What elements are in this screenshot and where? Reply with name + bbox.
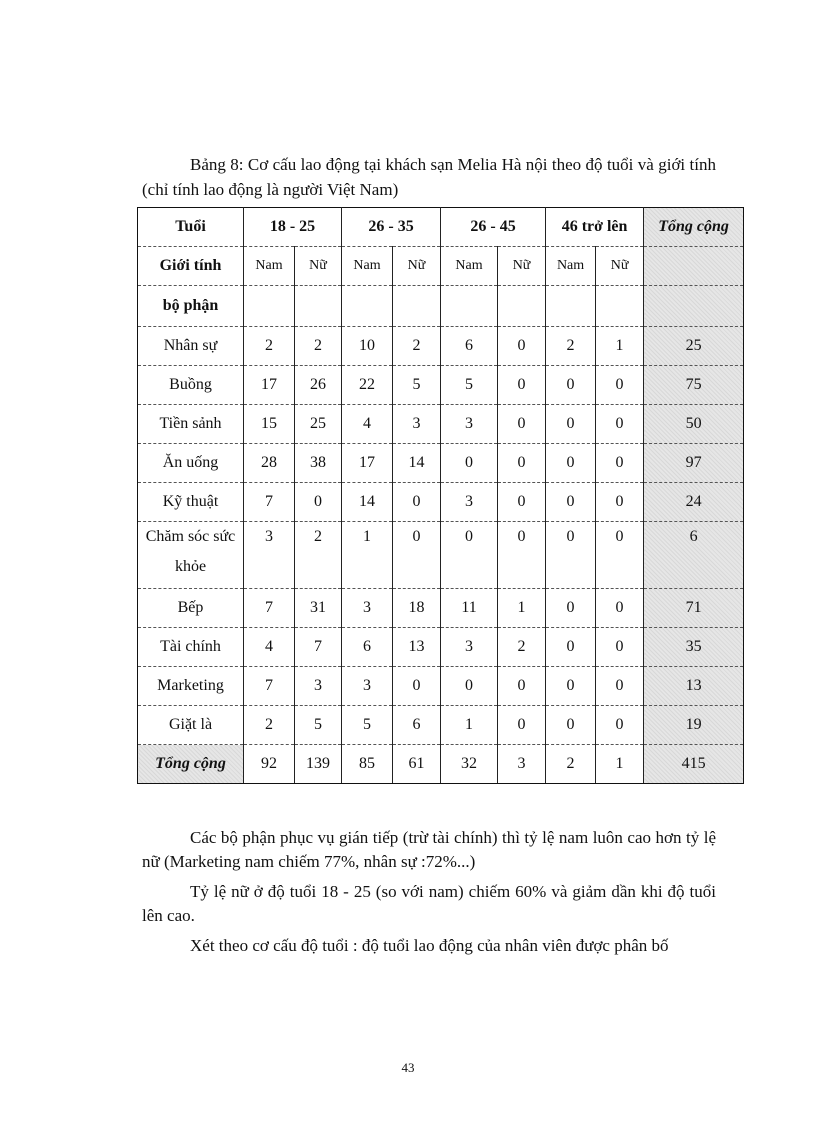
department-name: Tiền sảnh — [138, 405, 244, 444]
value-cell: 0 — [596, 628, 644, 667]
value-cell: 0 — [498, 522, 546, 589]
value-cell: 1 — [342, 522, 393, 589]
labor-structure-table — [137, 207, 744, 784]
total-value-cell: 92 — [244, 745, 295, 784]
value-cell: 0 — [393, 522, 441, 589]
value-cell: 0 — [546, 522, 596, 589]
value-cell: 0 — [393, 667, 441, 706]
table-row — [138, 483, 744, 522]
value-cell: 17 — [244, 366, 295, 405]
value-cell: 14 — [342, 483, 393, 522]
table-row — [138, 522, 744, 589]
total-column-cell — [644, 247, 744, 286]
value-cell: 0 — [498, 667, 546, 706]
total-column-cell — [644, 286, 744, 327]
total-row-label: Tổng cộng — [138, 745, 244, 784]
value-cell: 0 — [596, 366, 644, 405]
value-cell: 0 — [546, 589, 596, 628]
value-cell: 5 — [295, 706, 342, 745]
row-total-cell: 35 — [644, 628, 744, 667]
row-total-cell: 71 — [644, 589, 744, 628]
value-cell: 2 — [546, 327, 596, 366]
table-row — [138, 706, 744, 745]
value-cell: 0 — [441, 667, 498, 706]
value-cell: 0 — [546, 405, 596, 444]
value-cell: 5 — [441, 366, 498, 405]
age-group-header: 26 - 45 — [441, 208, 546, 247]
value-cell: 3 — [342, 589, 393, 628]
value-cell: 13 — [393, 628, 441, 667]
paragraph — [142, 934, 716, 958]
empty-cell — [498, 286, 546, 327]
value-cell: 0 — [441, 444, 498, 483]
value-cell: 38 — [295, 444, 342, 483]
value-cell: 3 — [441, 483, 498, 522]
value-cell: 0 — [596, 522, 644, 589]
value-cell: 1 — [441, 706, 498, 745]
department-name: Tài chính — [138, 628, 244, 667]
value-cell: 0 — [498, 444, 546, 483]
value-cell: 6 — [342, 628, 393, 667]
female-header: Nữ — [393, 247, 441, 286]
value-cell: 6 — [393, 706, 441, 745]
total-value-cell: 139 — [295, 745, 342, 784]
row-total-cell: 97 — [644, 444, 744, 483]
total-value-cell: 85 — [342, 745, 393, 784]
table-row — [138, 327, 744, 366]
row-total-cell: 19 — [644, 706, 744, 745]
table-row — [138, 628, 744, 667]
age-group-header: 26 - 35 — [342, 208, 441, 247]
value-cell: 3 — [393, 405, 441, 444]
row-total-cell: 75 — [644, 366, 744, 405]
department-name: Giặt là — [138, 706, 244, 745]
total-value-cell: 2 — [546, 745, 596, 784]
value-cell: 7 — [244, 589, 295, 628]
table-row — [138, 444, 744, 483]
female-header: Nữ — [596, 247, 644, 286]
total-column-header: Tổng cộng — [644, 208, 744, 247]
value-cell: 0 — [596, 667, 644, 706]
value-cell: 2 — [498, 628, 546, 667]
value-cell: 0 — [546, 444, 596, 483]
row-total-cell: 24 — [644, 483, 744, 522]
empty-cell — [393, 286, 441, 327]
department-name: Nhân sự — [138, 327, 244, 366]
empty-cell — [441, 286, 498, 327]
row-total-cell: 13 — [644, 667, 744, 706]
value-cell: 10 — [342, 327, 393, 366]
value-cell: 0 — [546, 667, 596, 706]
department-name: Bếp — [138, 589, 244, 628]
row-total-cell: 50 — [644, 405, 744, 444]
value-cell: 2 — [393, 327, 441, 366]
value-cell: 0 — [295, 483, 342, 522]
male-header: Nam — [244, 247, 295, 286]
paragraph — [142, 880, 716, 928]
table-row — [138, 589, 744, 628]
value-cell: 7 — [244, 667, 295, 706]
value-cell: 0 — [546, 483, 596, 522]
value-cell: 0 — [596, 483, 644, 522]
value-cell: 3 — [441, 628, 498, 667]
value-cell: 3 — [295, 667, 342, 706]
grand-total-cell: 415 — [644, 745, 744, 784]
value-cell: 1 — [596, 327, 644, 366]
table-caption — [142, 152, 716, 202]
value-cell: 26 — [295, 366, 342, 405]
total-value-cell: 3 — [498, 745, 546, 784]
value-cell: 2 — [295, 327, 342, 366]
row-total-cell: 6 — [644, 522, 744, 589]
page-number: 43 — [401, 1060, 415, 1075]
row-total-cell: 25 — [644, 327, 744, 366]
value-cell: 15 — [244, 405, 295, 444]
empty-cell — [596, 286, 644, 327]
value-cell: 31 — [295, 589, 342, 628]
value-cell: 1 — [498, 589, 546, 628]
department-name: Chăm sóc sức khỏe — [138, 522, 244, 589]
value-cell: 2 — [244, 706, 295, 745]
empty-cell — [295, 286, 342, 327]
header-row-gender — [138, 247, 744, 286]
value-cell: 0 — [596, 444, 644, 483]
value-cell: 0 — [498, 366, 546, 405]
value-cell: 3 — [244, 522, 295, 589]
empty-cell — [546, 286, 596, 327]
age-header-label: Tuổi — [138, 208, 244, 247]
value-cell: 0 — [596, 405, 644, 444]
value-cell: 11 — [441, 589, 498, 628]
table-row — [138, 366, 744, 405]
gender-header-label: Giới tính — [138, 247, 244, 286]
value-cell: 0 — [441, 522, 498, 589]
male-header: Nam — [441, 247, 498, 286]
age-group-header: 18 - 25 — [244, 208, 342, 247]
age-group-header: 46 trở lên — [546, 208, 644, 247]
value-cell: 7 — [244, 483, 295, 522]
department-header-label: bộ phận — [138, 286, 244, 327]
female-header: Nữ — [498, 247, 546, 286]
value-cell: 2 — [244, 327, 295, 366]
table-row — [138, 405, 744, 444]
department-name: Marketing — [138, 667, 244, 706]
department-name: Ăn uống — [138, 444, 244, 483]
paragraph-text: Tỷ lệ nữ ở độ tuổi 18 - 25 (so với nam) chiếm 60% và giảm dần khi độ tuổi lên cao. — [142, 882, 716, 925]
value-cell: 5 — [393, 366, 441, 405]
value-cell: 0 — [393, 483, 441, 522]
value-cell: 0 — [596, 589, 644, 628]
value-cell: 0 — [546, 628, 596, 667]
value-cell: 18 — [393, 589, 441, 628]
value-cell: 0 — [498, 327, 546, 366]
value-cell: 22 — [342, 366, 393, 405]
value-cell: 3 — [441, 405, 498, 444]
total-value-cell: 32 — [441, 745, 498, 784]
value-cell: 3 — [342, 667, 393, 706]
value-cell: 14 — [393, 444, 441, 483]
empty-cell — [342, 286, 393, 327]
department-name: Kỹ thuật — [138, 483, 244, 522]
empty-cell — [244, 286, 295, 327]
value-cell: 0 — [546, 706, 596, 745]
value-cell: 25 — [295, 405, 342, 444]
value-cell: 0 — [498, 706, 546, 745]
department-name: Buồng — [138, 366, 244, 405]
value-cell: 0 — [498, 405, 546, 444]
paragraph — [142, 826, 716, 874]
value-cell: 4 — [342, 405, 393, 444]
male-header: Nam — [546, 247, 596, 286]
value-cell: 4 — [244, 628, 295, 667]
total-value-cell: 1 — [596, 745, 644, 784]
value-cell: 0 — [498, 483, 546, 522]
female-header: Nữ — [295, 247, 342, 286]
total-value-cell: 61 — [393, 745, 441, 784]
value-cell: 2 — [295, 522, 342, 589]
value-cell: 0 — [546, 366, 596, 405]
paragraph-text: Xét theo cơ cấu độ tuổi : độ tuổi lao động của nhân viên được phân bố — [190, 936, 669, 955]
header-row-age — [138, 208, 744, 247]
male-header: Nam — [342, 247, 393, 286]
value-cell: 28 — [244, 444, 295, 483]
value-cell: 6 — [441, 327, 498, 366]
table-row — [138, 667, 744, 706]
total-row — [138, 745, 744, 784]
value-cell: 5 — [342, 706, 393, 745]
paragraph-text: Các bộ phận phục vụ gián tiếp (trừ tài chính) thì tỷ lệ nam luôn cao hơn tỷ lệ nữ (Marketing nam chiếm 77%, nhân sự :72%...) — [142, 828, 716, 871]
value-cell: 0 — [596, 706, 644, 745]
header-row-department — [138, 286, 744, 327]
value-cell: 17 — [342, 444, 393, 483]
value-cell: 7 — [295, 628, 342, 667]
caption-text: Bảng 8: Cơ cấu lao động tại khách sạn Melia Hà nội theo độ tuổi và giới tính (chỉ tính lao động là người Việt Nam) — [142, 155, 716, 199]
